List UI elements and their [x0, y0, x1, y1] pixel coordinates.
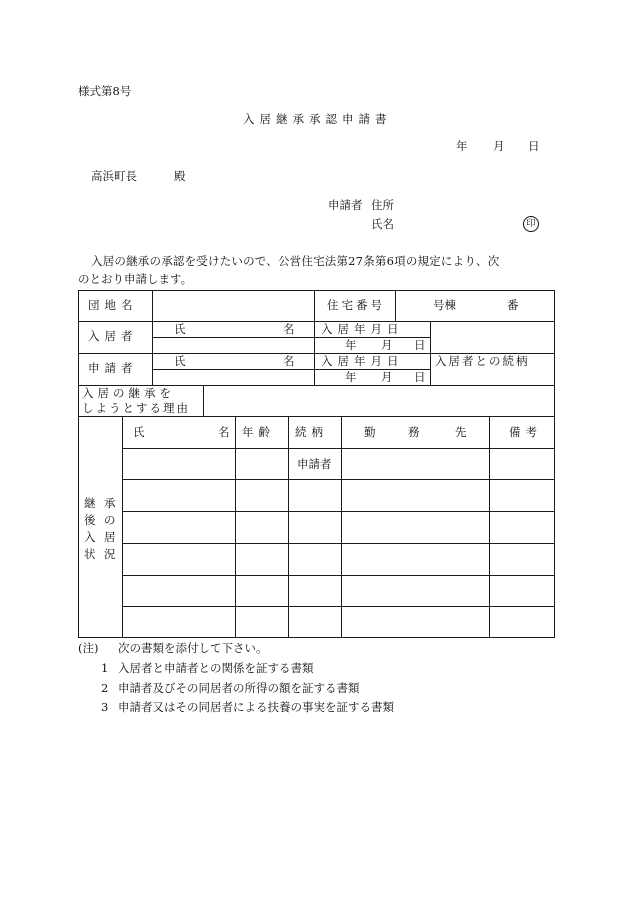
rule — [288, 416, 289, 637]
rule — [314, 290, 315, 385]
post-succession-label-char: 況 — [104, 547, 116, 561]
applicant-address-label: 住所 — [371, 198, 394, 212]
rule — [122, 543, 555, 544]
note-header-text: 次の書類を添付して下さい。 — [118, 641, 268, 655]
applicant-name-mei: 名 — [283, 354, 295, 368]
col-header-work-kin: 勤 — [364, 425, 376, 439]
rule — [122, 606, 555, 607]
occupant-label: 入居者 — [88, 329, 138, 343]
form-number: 様式第8号 — [78, 84, 132, 98]
rule — [395, 290, 396, 321]
applicant-label: 申請者 — [328, 198, 363, 212]
application-table — [78, 290, 555, 638]
post-succession-label-char: 後 — [84, 513, 96, 527]
applicant-row-label: 申請者 — [88, 361, 138, 375]
relation-to-occupant-label: 入居者との続柄 — [435, 354, 530, 368]
rule — [122, 448, 555, 449]
table-border-left — [78, 290, 79, 638]
rule — [152, 290, 153, 385]
col-header-name-shi: 氏 — [133, 425, 145, 439]
post-succession-label-char: 継 — [84, 496, 96, 510]
occupant-name-shi: 氏 — [174, 322, 186, 336]
date-month-label: 月 — [493, 139, 505, 153]
date-day-label: 日 — [528, 139, 540, 153]
post-succession-label-char: 入 — [84, 530, 96, 544]
reason-label-line1: 入居の継承を — [82, 386, 175, 400]
rule — [430, 321, 431, 385]
occupant-year-label: 年 — [345, 338, 357, 352]
rule — [122, 479, 555, 480]
date-year-label: 年 — [456, 139, 468, 153]
occupant-month-label: 月 — [381, 338, 393, 352]
rule — [122, 416, 123, 637]
first-row-relation: 申請者 — [297, 457, 332, 471]
col-header-age: 年齢 — [242, 425, 275, 439]
room-number-label: 番 — [507, 298, 519, 312]
col-header-work-mu: 務 — [408, 425, 420, 439]
note-item-number: 1 — [101, 661, 109, 675]
note-item-number: 3 — [101, 700, 109, 714]
occupant-day-label: 日 — [414, 338, 426, 352]
table-border-right — [554, 290, 555, 638]
housing-number-label: 住宅番号 — [327, 298, 385, 312]
applicant-name-shi: 氏 — [174, 354, 186, 368]
applicant-day-label: 日 — [414, 370, 426, 384]
occupant-name-mei: 名 — [283, 322, 295, 336]
note-item-text: 入居者と申請者との関係を証する書類 — [118, 661, 314, 675]
note-item-number: 2 — [101, 681, 109, 695]
addressee-honorific: 殿 — [174, 169, 186, 183]
note-item-text: 申請者及びその同居者の所得の額を証する書類 — [118, 681, 360, 695]
addressee-name: 高浜町長 — [91, 169, 137, 183]
col-header-relation: 続柄 — [295, 425, 328, 439]
applicant-year-label: 年 — [345, 370, 357, 384]
rule — [122, 575, 555, 576]
post-succession-label-char: の — [104, 513, 116, 527]
danchi-label: 団地名 — [88, 298, 138, 312]
rule — [489, 416, 490, 637]
document-title: 入居継承承認申請書 — [243, 112, 392, 126]
applicant-move-in-date-label: 入居年月日 — [321, 354, 404, 368]
post-succession-label-char: 状 — [84, 547, 96, 561]
rule — [78, 321, 555, 322]
building-label: 号棟 — [433, 298, 456, 312]
applicant-month-label: 月 — [381, 370, 393, 384]
post-succession-label-char: 居 — [104, 530, 116, 544]
table-border-top — [78, 290, 555, 291]
post-succession-label-char: 承 — [104, 496, 116, 510]
move-in-date-label: 入居年月日 — [321, 322, 404, 336]
seal-mark: 印 — [523, 216, 539, 232]
table-border-bottom — [78, 637, 555, 638]
reason-label-line2: しようとする理由 — [82, 401, 190, 415]
rule — [341, 416, 342, 637]
note-header-mark: (注) — [78, 641, 99, 655]
body-text-line2: のとおり申請します。 — [78, 272, 193, 286]
applicant-name-label: 氏名 — [371, 217, 394, 231]
col-header-work-saki: 先 — [455, 425, 467, 439]
col-header-remarks: 備考 — [509, 425, 542, 439]
rule — [235, 416, 236, 637]
rule — [122, 511, 555, 512]
rule — [78, 416, 555, 417]
body-text-line1: 入居の継承の承認を受けたいので、公営住宅法第27条第6項の規定により、次 — [91, 254, 500, 268]
col-header-name-mei: 名 — [218, 425, 230, 439]
rule — [203, 385, 204, 416]
note-item-text: 申請者又はその同居者による扶養の事実を証する書類 — [118, 700, 394, 714]
